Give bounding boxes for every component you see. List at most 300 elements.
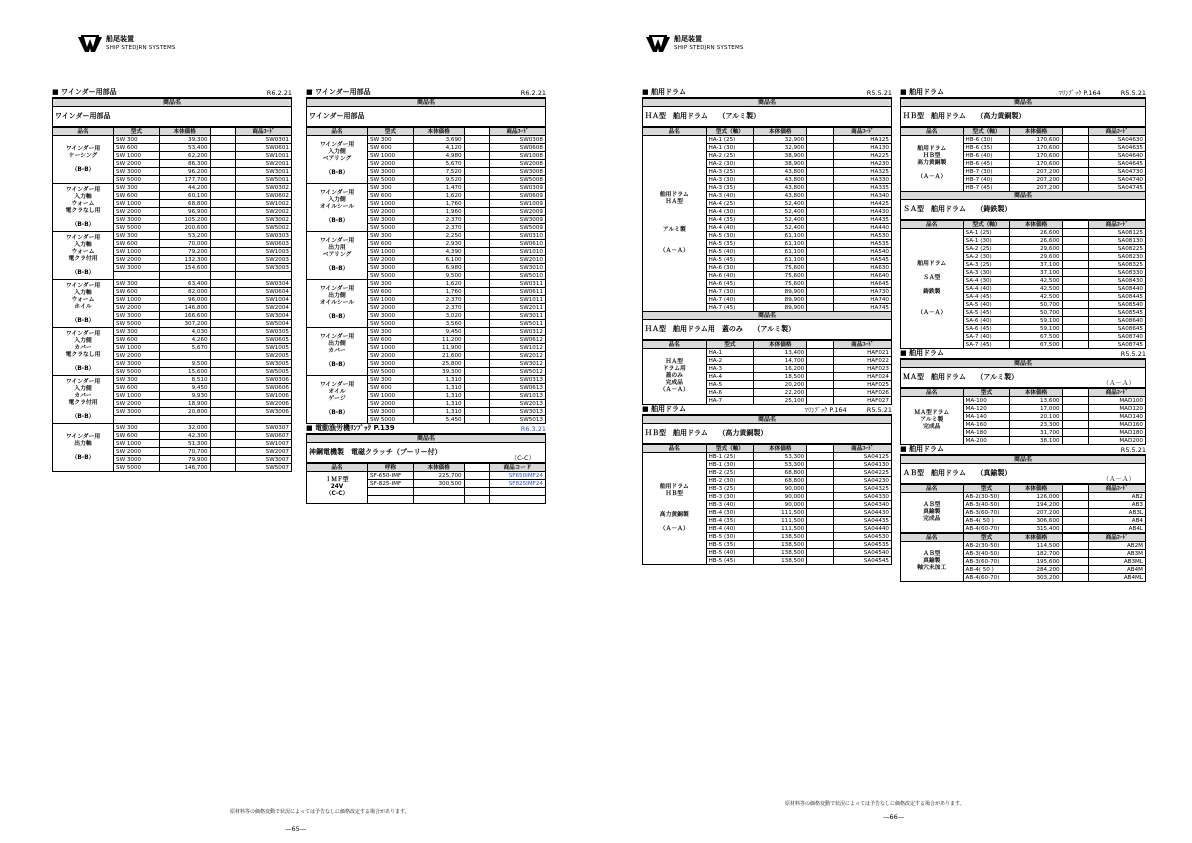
product-code-cell: SA04340 [833,501,891,509]
spacer-cell [1062,261,1088,269]
category-cell: ワインダー用 オイル ゲージ （B-B） [307,376,368,424]
spacer-cell [1062,245,1088,253]
price-cell: 166,600 [159,312,210,320]
price-cell: 96,000 [159,296,210,304]
price-cell: 62,200 [159,152,210,160]
spacer-cell [807,517,833,525]
price-cell: 3,560 [413,320,464,328]
section-header [642,88,892,99]
price-cell: 25,800 [413,360,464,368]
model-cell: SA-5 (45) [963,309,1010,317]
category-cell: 舶用ドラム ＨＡ型 アルミ製 （Ａ－Ａ） [643,136,707,312]
product-code-cell: SA04740 [1088,176,1145,184]
category-cell: ワインダー用 ケーシング （B-B） [53,136,114,184]
product-code-cell: SA08640 [1088,317,1145,325]
price-cell: 52,400 [754,224,807,232]
price-cell: 39,300 [413,368,464,376]
column-header [1062,389,1088,397]
brand-jp: 船尾装置 [106,35,134,43]
price-cell: 132,300 [159,256,210,264]
model-cell: HB-7 (30) [963,168,1010,176]
price-cell: 37,100 [1010,269,1062,277]
column-header: 型式 [114,128,160,136]
product-code-cell: SW1008 [490,152,546,160]
product-code-cell: SW1006 [236,392,292,400]
product-code-cell: SA04325 [833,485,891,493]
product-code-cell: SA04640 [1088,152,1145,160]
category-cell: ＭＡ型ドラム アルミ製 完成品 [901,397,964,445]
model-cell: SW 300 [114,328,160,336]
product-code-cell: SA04745 [1088,184,1145,192]
product-code-cell: SW2003 [236,256,292,264]
price-table [642,444,892,565]
column-header: 型式 [963,485,1010,493]
column-header: 商品ｺｰﾄﾞ [833,445,891,453]
product-code-cell: SW2009 [490,208,546,216]
price-cell: 67,500 [1010,341,1062,349]
product-code-cell: MAD100 [1088,397,1145,405]
price-cell: 50,700 [1010,309,1062,317]
model-cell: SW 600 [368,384,414,392]
spacer-cell [807,461,833,469]
product-code-cell: SW3010 [490,264,546,272]
model-cell: SW 5000 [368,320,414,328]
price-cell: 300,500 [413,480,464,488]
price-cell: 61,100 [754,240,807,248]
model-cell: MA-180 [963,429,1010,437]
revision-date: R5.5.21 [1120,89,1146,97]
price-cell: 32,000 [159,424,210,432]
product-code-cell: HA325 [833,168,891,176]
spacer-cell [807,248,833,256]
product-code-cell: AB3M [1088,550,1145,558]
model-cell: SW 600 [114,288,160,296]
spacer-cell [807,216,833,224]
column-header: 型式（軸） [963,221,1010,229]
spacer-cell [1062,160,1088,168]
model-cell: HA-4 [706,373,754,381]
product-code-cell: MAD200 [1088,437,1145,445]
category-cell: ＡＢ型 真鍮製 完成品 [901,493,964,533]
product-code-cell: SA08545 [1088,309,1145,317]
category-cell: ワインダー用 入力軸 ウォーム 電クラなし用 （B-B） [53,184,114,232]
product-code-cell: SW0304 [236,280,292,288]
spacer-cell [807,200,833,208]
column-header: 品名 [307,464,368,472]
column-header: 品名 [901,485,964,493]
product-code-cell: SW0611 [490,288,546,296]
spacer-cell [1062,558,1088,566]
column-header: 本体価格 [159,128,210,136]
section-header [900,88,1146,99]
product-code-cell: SA04435 [833,517,891,525]
spacer-cell [1062,542,1088,550]
spacer-cell [807,557,833,565]
model-cell: HB-3 (40) [706,501,754,509]
model-cell: SW 300 [114,424,160,432]
column-header: 商品ｺｰﾄﾞ [1088,389,1145,397]
section-title: ■ 舶用ドラム [900,348,944,358]
model-cell: SW 5000 [368,224,414,232]
model-cell: AB-2(30-50) [963,493,1010,501]
price-cell: 63,400 [159,280,210,288]
category-cell: ＩＭＦ型 24V （C-C） [307,472,368,504]
model-cell: SW 1000 [368,152,414,160]
product-code-cell: SW0609 [490,192,546,200]
section-header [900,349,1146,360]
model-cell: SW 1000 [368,296,414,304]
product-code-cell: SA08130 [1088,237,1145,245]
spacer-cell [807,160,833,168]
model-cell: SA-2 (25) [963,245,1010,253]
product-code-cell: SW0303 [236,232,292,240]
product-code-cell: AB4M [1088,566,1145,574]
product-code-cell: MAD120 [1088,405,1145,413]
price-cell: 18,900 [159,400,210,408]
model-cell: MA-140 [963,413,1010,421]
spacer-cell [1062,309,1088,317]
price-cell: 38,900 [754,152,807,160]
column-header: 品名 [901,128,964,136]
spacer-cell [807,136,833,144]
product-code-cell: SW0307 [236,424,292,432]
spacer-cell [807,357,833,365]
price-cell: 207,200 [1010,176,1062,184]
model-cell: SA-3 (25) [963,261,1010,269]
model-cell: AB-4(60-70) [963,574,1010,582]
product-code-cell: SW2004 [236,304,292,312]
price-cell: 31,700 [1010,429,1062,437]
column-header [1062,485,1088,493]
model-cell: HB-2 (30) [706,477,754,485]
price-cell: 90,000 [754,493,807,501]
product-code-cell: SW5012 [490,368,546,376]
model-cell: SA-1 (30) [963,237,1010,245]
model-cell: SW 3000 [368,408,414,416]
spacer-cell [807,389,833,397]
model-cell: SW 1000 [114,200,160,208]
price-cell: 9,450 [159,384,210,392]
product-code-cell: SW3005 [236,360,292,368]
column-header: 商品ｺｰﾄﾞ [236,128,292,136]
price-cell: 111,500 [754,525,807,533]
model-cell: SW 5000 [368,272,414,280]
price-cell: 4,980 [413,152,464,160]
price-cell: 18,500 [754,373,807,381]
spacer-cell [1062,574,1088,582]
table-row [901,542,1146,550]
spacer-cell [807,288,833,296]
model-cell: SW 2000 [368,304,414,312]
product-name-bar: 商品名 [900,99,1146,107]
product-code-cell: MAD180 [1088,429,1145,437]
product-name-bar: 商品名 [642,312,892,320]
product-title [642,424,892,444]
product-code-cell: SW3003 [236,264,292,272]
model-cell: HA-5 (40) [706,248,754,256]
column-header: 商品ｺｰﾄﾞ [1088,534,1145,542]
price-cell: 303,200 [1010,574,1062,582]
model-cell: HB-2 (25) [706,469,754,477]
table-header-row [643,445,892,453]
spacer-cell [1062,229,1088,237]
product-code-cell: SW0601 [236,144,292,152]
spacer-cell [1062,301,1088,309]
spacer-cell [807,469,833,477]
product-title-text: 神鋼電機製 電磁クラッチ（プーリー付） [309,448,442,456]
revision-date: R6.2.21 [266,89,292,97]
model-cell: SW 600 [114,240,160,248]
price-cell: 23,300 [1010,421,1062,429]
price-table [900,533,1146,582]
model-cell: SW 5000 [114,464,160,472]
price-section [642,312,892,405]
model-cell: HB-1 (30) [706,461,754,469]
spacer-cell [1062,285,1088,293]
product-code-cell: HA130 [833,144,891,152]
column-header: 商品ｺｰﾄﾞ [1088,128,1145,136]
revision-date: R6.3.21 [520,425,546,433]
model-cell: SW 300 [368,184,414,192]
product-code-cell: SW3007 [236,456,292,464]
model-cell: SW 5000 [368,176,414,184]
product-code-cell: HA535 [833,240,891,248]
price-cell: 90,000 [754,485,807,493]
model-cell: HA-6 (40) [706,272,754,280]
spacer-cell [1062,525,1088,533]
model-cell: AB-4(60-70) [963,525,1010,533]
price-cell: 170,600 [1010,160,1062,168]
column-header: 本体価格 [1010,221,1062,229]
spacer-cell [807,176,833,184]
table-row [901,397,1146,405]
spacer-cell [807,381,833,389]
price-cell: 15,600 [159,368,210,376]
spacer-cell [1062,253,1088,261]
product-code-cell: HAF023 [833,365,891,373]
product-code-cell: SA04545 [833,557,891,565]
product-code-cell: SW0602 [236,192,292,200]
section-title: ■ ワインダー用部品 [52,87,117,97]
model-cell: HB-4 (30) [706,509,754,517]
price-cell: 6,980 [413,264,464,272]
price-cell: 9,500 [413,272,464,280]
price-cell: 89,900 [754,296,807,304]
spacer-cell [1062,437,1088,445]
column-header: 品名 [901,389,964,397]
price-cell: 70,700 [159,448,210,456]
model-cell: SA-7 (40) [963,333,1010,341]
model-cell: AB-3(40-50) [963,501,1010,509]
price-cell: 138,500 [754,533,807,541]
model-cell: HA-3 (35) [706,184,754,192]
price-cell: 21,600 [413,352,464,360]
product-code-cell: SW1013 [490,392,546,400]
spacer-cell [807,477,833,485]
product-title [900,200,1146,220]
product-name-bar: 商品名 [642,99,892,107]
price-cell: 170,600 [1010,152,1062,160]
product-code-cell: SW5010 [490,272,546,280]
model-cell: SW 300 [368,280,414,288]
spacer-cell [1062,269,1088,277]
model-cell: MA-100 [963,397,1010,405]
model-cell: SA-4 (40) [963,285,1010,293]
product-title-text: ＨＢ型 舶用ドラム （高力黄銅製） [645,429,768,437]
model-cell: SF-650-IMF [368,472,414,480]
product-code-cell: SA04535 [833,541,891,549]
model-cell: HA-3 (25) [706,168,754,176]
spacer-cell [807,349,833,357]
price-cell: 50,700 [1010,301,1062,309]
product-code-cell: HAF025 [833,381,891,389]
model-cell: SW 2000 [114,160,160,168]
model-cell: SW 5000 [114,224,160,232]
table-header-row [901,534,1146,542]
spacer-cell [1062,168,1088,176]
price-table [900,484,1146,533]
price-cell: 96,200 [159,168,210,176]
spacer-cell [807,453,833,461]
model-cell: HA-5 (35) [706,240,754,248]
column-header: 型式（軸） [706,445,754,453]
table-header-row [643,128,892,136]
category-cell: ワインダー用 出力側 オイルシール （B-B） [307,280,368,328]
product-code-cell: SW2002 [236,208,292,216]
product-code-cell: MAD160 [1088,421,1145,429]
section-header [900,445,1146,456]
product-code-cell: SA04730 [1088,168,1145,176]
product-title [642,320,892,340]
product-code-cell: SW0301 [236,136,292,144]
product-code-cell: SA04645 [1088,160,1145,168]
model-cell: SW 300 [114,232,160,240]
model-cell: SW 2000 [368,208,414,216]
price-cell: 38,100 [1010,437,1062,445]
model-cell: SW 3000 [368,264,414,272]
product-code-cell: SW2013 [490,400,546,408]
category-cell: ワインダー用 入力側 カバー 電クラなし用 （B-B） [53,328,114,376]
spacer-cell [807,533,833,541]
price-section [900,88,1146,192]
spacer-cell [1062,509,1088,517]
price-cell: 26,600 [1010,229,1062,237]
product-code-cell: AB2M [1088,542,1145,550]
section-title: ■ ワインダー用部品 [306,87,371,97]
product-code-cell: HA630 [833,264,891,272]
product-title [900,464,1146,484]
table-row [901,493,1146,501]
product-code-cell: MAD140 [1088,413,1145,421]
price-cell: 9,450 [413,328,464,336]
product-code-cell: SA04125 [833,453,891,461]
category-cell: ＨＡ型 ドラム用 蓋のみ 完成品 （Ａ－Ａ） [643,349,707,405]
product-code-cell: SA04630 [1088,136,1145,144]
price-cell: 2,370 [413,304,464,312]
product-title-sub: （Ａ－Ａ） [1102,475,1135,483]
price-column [900,88,1146,582]
model-cell: SW 600 [114,432,160,440]
price-column [642,88,892,565]
model-cell: HA-6 (30) [706,264,754,272]
price-cell: 11,900 [413,344,464,352]
price-section [900,349,1146,445]
price-cell: 53,300 [754,461,807,469]
product-code-cell: AB4 [1088,517,1145,525]
product-code-cell: SA04440 [833,525,891,533]
category-cell: ワインダー用 入力軸 ウォーム 電クラ付用 （B-B） [53,232,114,280]
price-cell: 82,000 [159,288,210,296]
product-name-bar: 商品名 [900,360,1146,368]
model-cell: SW 5000 [114,368,160,376]
price-cell: 1,620 [413,280,464,288]
product-code-cell: SW0306 [236,376,292,384]
price-cell: 52,400 [754,216,807,224]
product-title-text: ＨＡ型 舶用ドラム （アルミ製） [645,112,761,120]
price-cell: 96,900 [159,208,210,216]
price-cell: 53,400 [159,144,210,152]
model-cell: HB-7 (40) [963,176,1010,184]
model-cell: SW 2000 [114,208,160,216]
price-cell: 22,200 [754,389,807,397]
product-code-cell: HA730 [833,288,891,296]
model-cell: AB-4( 50 ) [963,517,1010,525]
price-cell: 1,310 [413,400,464,408]
spacer-cell [1062,325,1088,333]
price-cell: 32,900 [754,144,807,152]
model-cell: SA-6 (45) [963,325,1010,333]
brand-logo [646,35,744,53]
price-cell: 68,800 [754,469,807,477]
product-code-cell: HA125 [833,136,891,144]
model-cell: SW 2000 [114,256,160,264]
catalog-ref: ﾏﾘﾝﾌﾞｯｸ P.164 [1058,89,1101,97]
product-code-cell: SW0305 [236,328,292,336]
spacer-cell [807,509,833,517]
column-header: 本体価格 [1010,389,1062,397]
product-code-cell: HA440 [833,224,891,232]
product-code-cell: SA04540 [833,549,891,557]
model-cell: SW 300 [114,376,160,384]
model-cell: HA-7 (45) [706,304,754,312]
price-cell: 177,700 [159,176,210,184]
product-code-cell: SW0309 [490,184,546,192]
price-cell: 207,200 [1010,509,1062,517]
spacer-cell [807,152,833,160]
price-cell: 86,300 [159,160,210,168]
category-cell: 舶用ドラム ＨＢ型 高力黄銅製 （Ａ－Ａ） [643,453,707,565]
product-code-cell: AB3 [1088,501,1145,509]
revision-date: R5.5.21 [1120,350,1146,358]
product-code-cell: SW0610 [490,240,546,248]
model-cell: HA-1 [706,349,754,357]
product-code-cell: HA645 [833,280,891,288]
model-cell: SA-4 (30) [963,277,1010,285]
price-cell: 11,200 [413,336,464,344]
model-cell: HA-7 [706,397,754,405]
price-cell: 225,700 [413,472,464,480]
product-code-cell: SW2001 [236,160,292,168]
product-code-cell: SW0608 [490,144,546,152]
spacer-cell [807,397,833,405]
brand-names [674,35,744,53]
model-cell: HB-5 (40) [706,549,754,557]
model-cell: HB-5 (35) [706,541,754,549]
spacer-cell [1062,413,1088,421]
model-cell: HB-4 (40) [706,525,754,533]
model-cell: HA-7 (40) [706,296,754,304]
product-code-cell: SW5004 [236,320,292,328]
